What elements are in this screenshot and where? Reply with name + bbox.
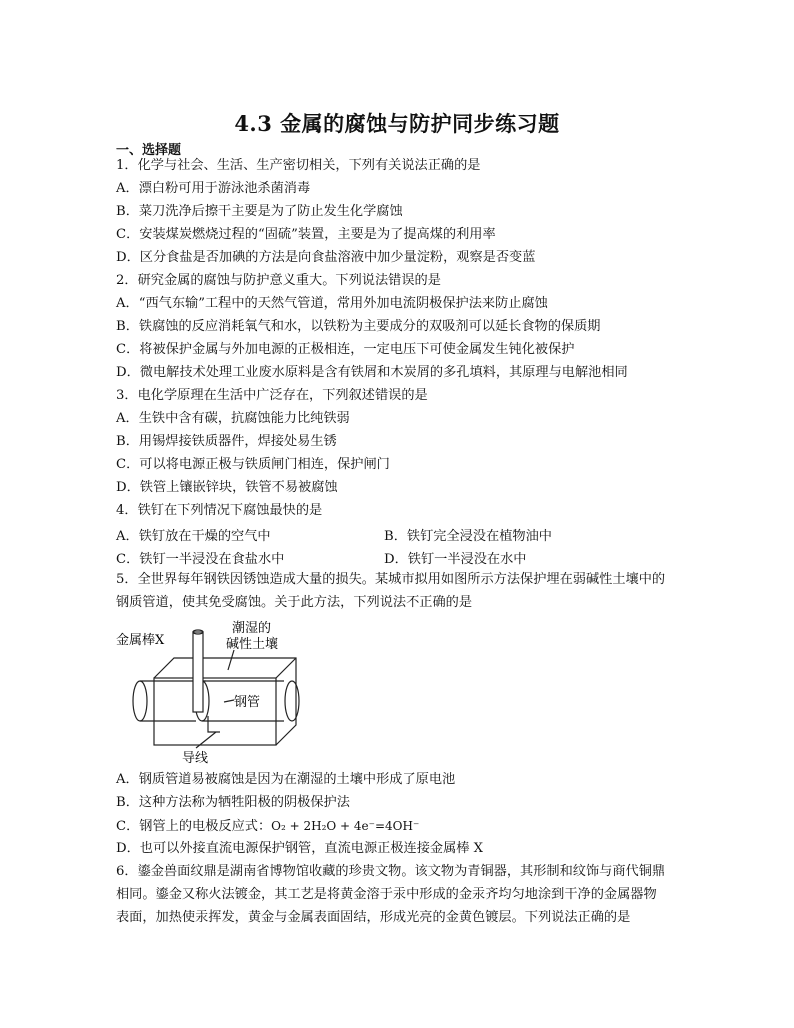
- question-5-stem-line1: 5．全世界每年钢铁因锈蚀造成大量的损失。某城市拟用如图所示方法保护埋在弱碱性土壤中的: [116, 572, 666, 587]
- question-4-option-c: C．铁钉一半浸没在食盐水中: [116, 552, 285, 567]
- question-1-stem: 1．化学与社会、生活、生产密切相关，下列有关说法正确的是: [116, 158, 481, 173]
- question-2-option-a: A．“西气东输”工程中的天然气管道，常用外加电流阴极保护法来防止腐蚀: [116, 296, 548, 311]
- question-3-option-a: A．生铁中含有碳，抗腐蚀能力比纯铁弱: [116, 411, 350, 426]
- question-1-option-a: A．漂白粉可用于游泳池杀菌消毒: [116, 181, 311, 196]
- question-5-option-c: [116, 817, 419, 836]
- question-3-option-d: D．铁管上镶嵌锌块，铁管不易被腐蚀: [116, 480, 338, 495]
- question-2-option-c: C．将被保护金属与外加电源的正极相连，一定电压下可使金属发生钝化被保护: [116, 342, 575, 357]
- fig-label-wire: 导线: [182, 751, 209, 765]
- page-title: 4.3 金属的腐蚀与防护同步练习题: [234, 111, 560, 136]
- question-1-option-c: C．安装煤炭燃烧过程的“固硫”装置，主要是为了提高煤的利用率: [116, 227, 496, 242]
- fig-label-soil-1: 潮湿的: [232, 621, 272, 636]
- pipe-protection-diagram: [116, 620, 316, 765]
- question-5-option-a: A．钢质管道易被腐蚀是因为在潮湿的土壤中形成了原电池: [116, 772, 456, 787]
- question-2-option-d: D．微电解技术处理工业废水原料是含有铁屑和木炭屑的多孔填料，其原理与电解池相同: [116, 365, 628, 380]
- question-3-stem: 3．电化学原理在生活中广泛存在，下列叙述错误的是: [116, 388, 428, 403]
- fig-label-pipe: 钢管: [234, 695, 261, 710]
- question-4-stem: 4．铁钉在下列情况下腐蚀最快的是: [116, 503, 323, 518]
- question-1-option-d: D．区分食盐是否加碘的方法是向食盐溶液中加少量淀粉，观察是否变蓝: [116, 250, 536, 265]
- fig-label-rod: 金属棒X: [116, 633, 165, 648]
- question-2-option-b: B．铁腐蚀的反应消耗氧气和水，以铁粉为主要成分的双吸剂可以延长食物的保质期: [116, 319, 601, 334]
- question-1-option-b: B．菜刀洗净后擦干主要是为了防止发生化学腐蚀: [116, 204, 403, 219]
- question-3-option-b: B．用锡焊接铁质器件，焊接处易生锈: [116, 434, 337, 449]
- question-5-option-b: B．这种方法称为牺牲阳极的阴极保护法: [116, 795, 350, 810]
- question-4-option-b: B．铁钉完全浸没在植物油中: [384, 529, 552, 544]
- question-4-option-a: A．铁钉放在干燥的空气中: [116, 529, 271, 544]
- question-3-option-c: C．可以将电源正极与铁质闸门相连，保护闸门: [116, 457, 390, 472]
- question-5-stem-line2: 钢质管道，使其免受腐蚀。关于此方法，下列说法不正确的是: [116, 595, 473, 610]
- question-6-line1: 6．鎏金兽面纹鼎是湖南省博物馆收藏的珍贵文物。该文物为青铜器，其形制和纹饰与商代铜鼎: [116, 864, 666, 879]
- question-6-line2: 相同。鎏金又称火法镀金，其工艺是将黄金溶于汞中形成的金汞齐均匀地涂到干净的金属器物: [116, 887, 657, 902]
- section-heading: 一、选择题: [116, 143, 182, 158]
- fig-label-soil-2: 碱性土壤: [226, 637, 279, 652]
- question-4-option-d: D．铁钉一半浸没在水中: [384, 552, 527, 567]
- electrode-equation: O₂ + 2H₂O + 4e⁻=4OH⁻: [271, 819, 420, 833]
- question-2-stem: 2．研究金属的腐蚀与防护意义重大。下列说法错误的是: [116, 273, 441, 288]
- question-5-option-c-text: C．钢管上的电极反应式：: [116, 819, 272, 834]
- question-6-line3: 表面，加热使汞挥发，黄金与金属表面固结，形成光亮的金黄色镀层。下列说法正确的是: [116, 910, 631, 925]
- question-5-option-d: D．也可以外接直流电源保护钢管，直流电源正极连接金属棒 X: [116, 841, 484, 856]
